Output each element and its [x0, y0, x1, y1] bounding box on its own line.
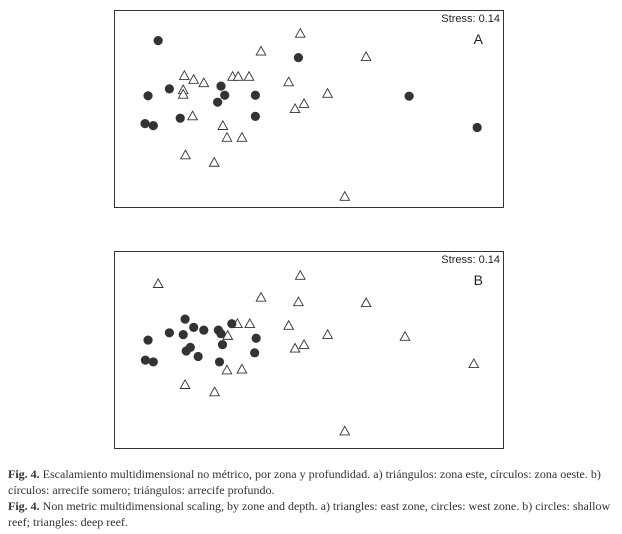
circle-point-b-14 — [250, 348, 259, 357]
scatter-plot-a — [115, 11, 505, 209]
panel-label-a: A — [473, 31, 483, 47]
triangle-point-a-2 — [361, 52, 371, 61]
circle-point-b-5 — [165, 328, 174, 337]
circle-point-a-1 — [294, 53, 303, 62]
triangle-point-a-13 — [299, 99, 309, 108]
triangle-point-a-3 — [180, 71, 190, 80]
circle-point-a-9 — [140, 119, 149, 128]
circle-point-a-8 — [176, 114, 185, 123]
circle-point-a-11 — [251, 112, 260, 121]
triangle-point-b-3 — [294, 297, 304, 306]
circle-point-a-10 — [149, 121, 158, 130]
triangle-point-a-0 — [295, 29, 305, 38]
circle-point-b-12 — [182, 346, 191, 355]
triangle-point-b-17 — [237, 364, 247, 373]
triangle-point-b-1 — [295, 271, 305, 280]
triangle-point-a-8 — [199, 78, 209, 87]
circle-point-b-8 — [143, 335, 152, 344]
triangle-point-b-2 — [256, 293, 266, 302]
circle-point-b-13 — [194, 352, 203, 361]
circle-point-a-6 — [251, 91, 260, 100]
triangle-point-b-14 — [180, 380, 190, 389]
circle-point-b-1 — [227, 319, 236, 328]
circle-point-b-15 — [149, 357, 158, 366]
circle-point-a-0 — [154, 36, 163, 45]
stress-label-a: Stress: 0.14 — [441, 13, 500, 25]
triangle-point-b-8 — [323, 330, 333, 339]
triangle-point-b-10 — [290, 343, 300, 352]
triangle-point-a-20 — [209, 158, 219, 167]
caption-en-label: Fig. 4. — [8, 499, 40, 513]
triangle-point-b-16 — [222, 365, 232, 374]
triangle-point-a-1 — [256, 46, 266, 55]
circle-point-b-16 — [215, 357, 224, 366]
circle-point-b-9 — [252, 334, 261, 343]
triangle-point-b-18 — [340, 426, 350, 435]
circle-point-a-12 — [405, 92, 414, 101]
triangle-point-b-9 — [299, 340, 309, 349]
triangle-point-a-15 — [188, 111, 198, 120]
circle-point-b-3 — [199, 325, 208, 334]
scatter-plot-b — [115, 252, 505, 450]
circle-point-b-2 — [189, 323, 198, 332]
triangle-point-a-21 — [340, 192, 350, 201]
triangle-point-b-11 — [400, 332, 410, 341]
caption-en-text: Non metric multidimensional scaling, by zone and depth. a) triangles: east zone, circles: west zone. b) circles: shallow reef; triangles: deep reef. — [8, 499, 611, 529]
circle-point-a-2 — [165, 84, 174, 93]
triangle-point-a-7 — [244, 72, 254, 81]
mds-panel-b — [114, 251, 504, 449]
circle-point-a-4 — [216, 82, 225, 91]
circle-point-b-17 — [141, 356, 150, 365]
triangle-point-a-17 — [222, 133, 232, 142]
caption-es-label: Fig. 4. — [8, 467, 40, 481]
caption-english — [8, 498, 614, 530]
triangle-point-a-16 — [218, 121, 228, 130]
triangle-point-a-14 — [290, 104, 300, 113]
panel-label-b: B — [473, 272, 483, 288]
triangle-point-b-4 — [361, 298, 371, 307]
triangle-point-b-12 — [469, 359, 479, 368]
triangle-point-b-7 — [284, 321, 294, 330]
triangle-point-a-12 — [323, 89, 333, 98]
circle-point-a-3 — [143, 91, 152, 100]
circle-point-a-7 — [213, 98, 222, 107]
stress-label-b: Stress: 0.14 — [441, 254, 500, 266]
mds-panel-a — [114, 10, 504, 208]
circle-point-b-0 — [180, 315, 189, 324]
triangle-point-b-15 — [210, 387, 220, 396]
circle-point-b-10 — [218, 340, 227, 349]
triangle-point-a-18 — [237, 133, 247, 142]
circle-point-a-13 — [473, 123, 482, 132]
triangle-point-a-19 — [181, 150, 191, 159]
caption-es-text: Escalamiento multidimensional no métrico, por zona y profundidad. a) triángulos: zona este, círculos: zona oeste. b) círculos: arrecife somero; triángulos: arrecife profundo. — [8, 467, 601, 497]
triangle-point-b-6 — [245, 319, 255, 328]
caption-spanish — [8, 466, 614, 498]
triangle-point-a-11 — [284, 77, 294, 86]
triangle-point-a-4 — [189, 75, 199, 84]
triangle-point-b-0 — [153, 279, 163, 288]
circle-point-b-7 — [216, 329, 225, 338]
circle-point-b-6 — [179, 330, 188, 339]
circle-point-a-5 — [220, 91, 229, 100]
figure-caption — [8, 466, 614, 530]
